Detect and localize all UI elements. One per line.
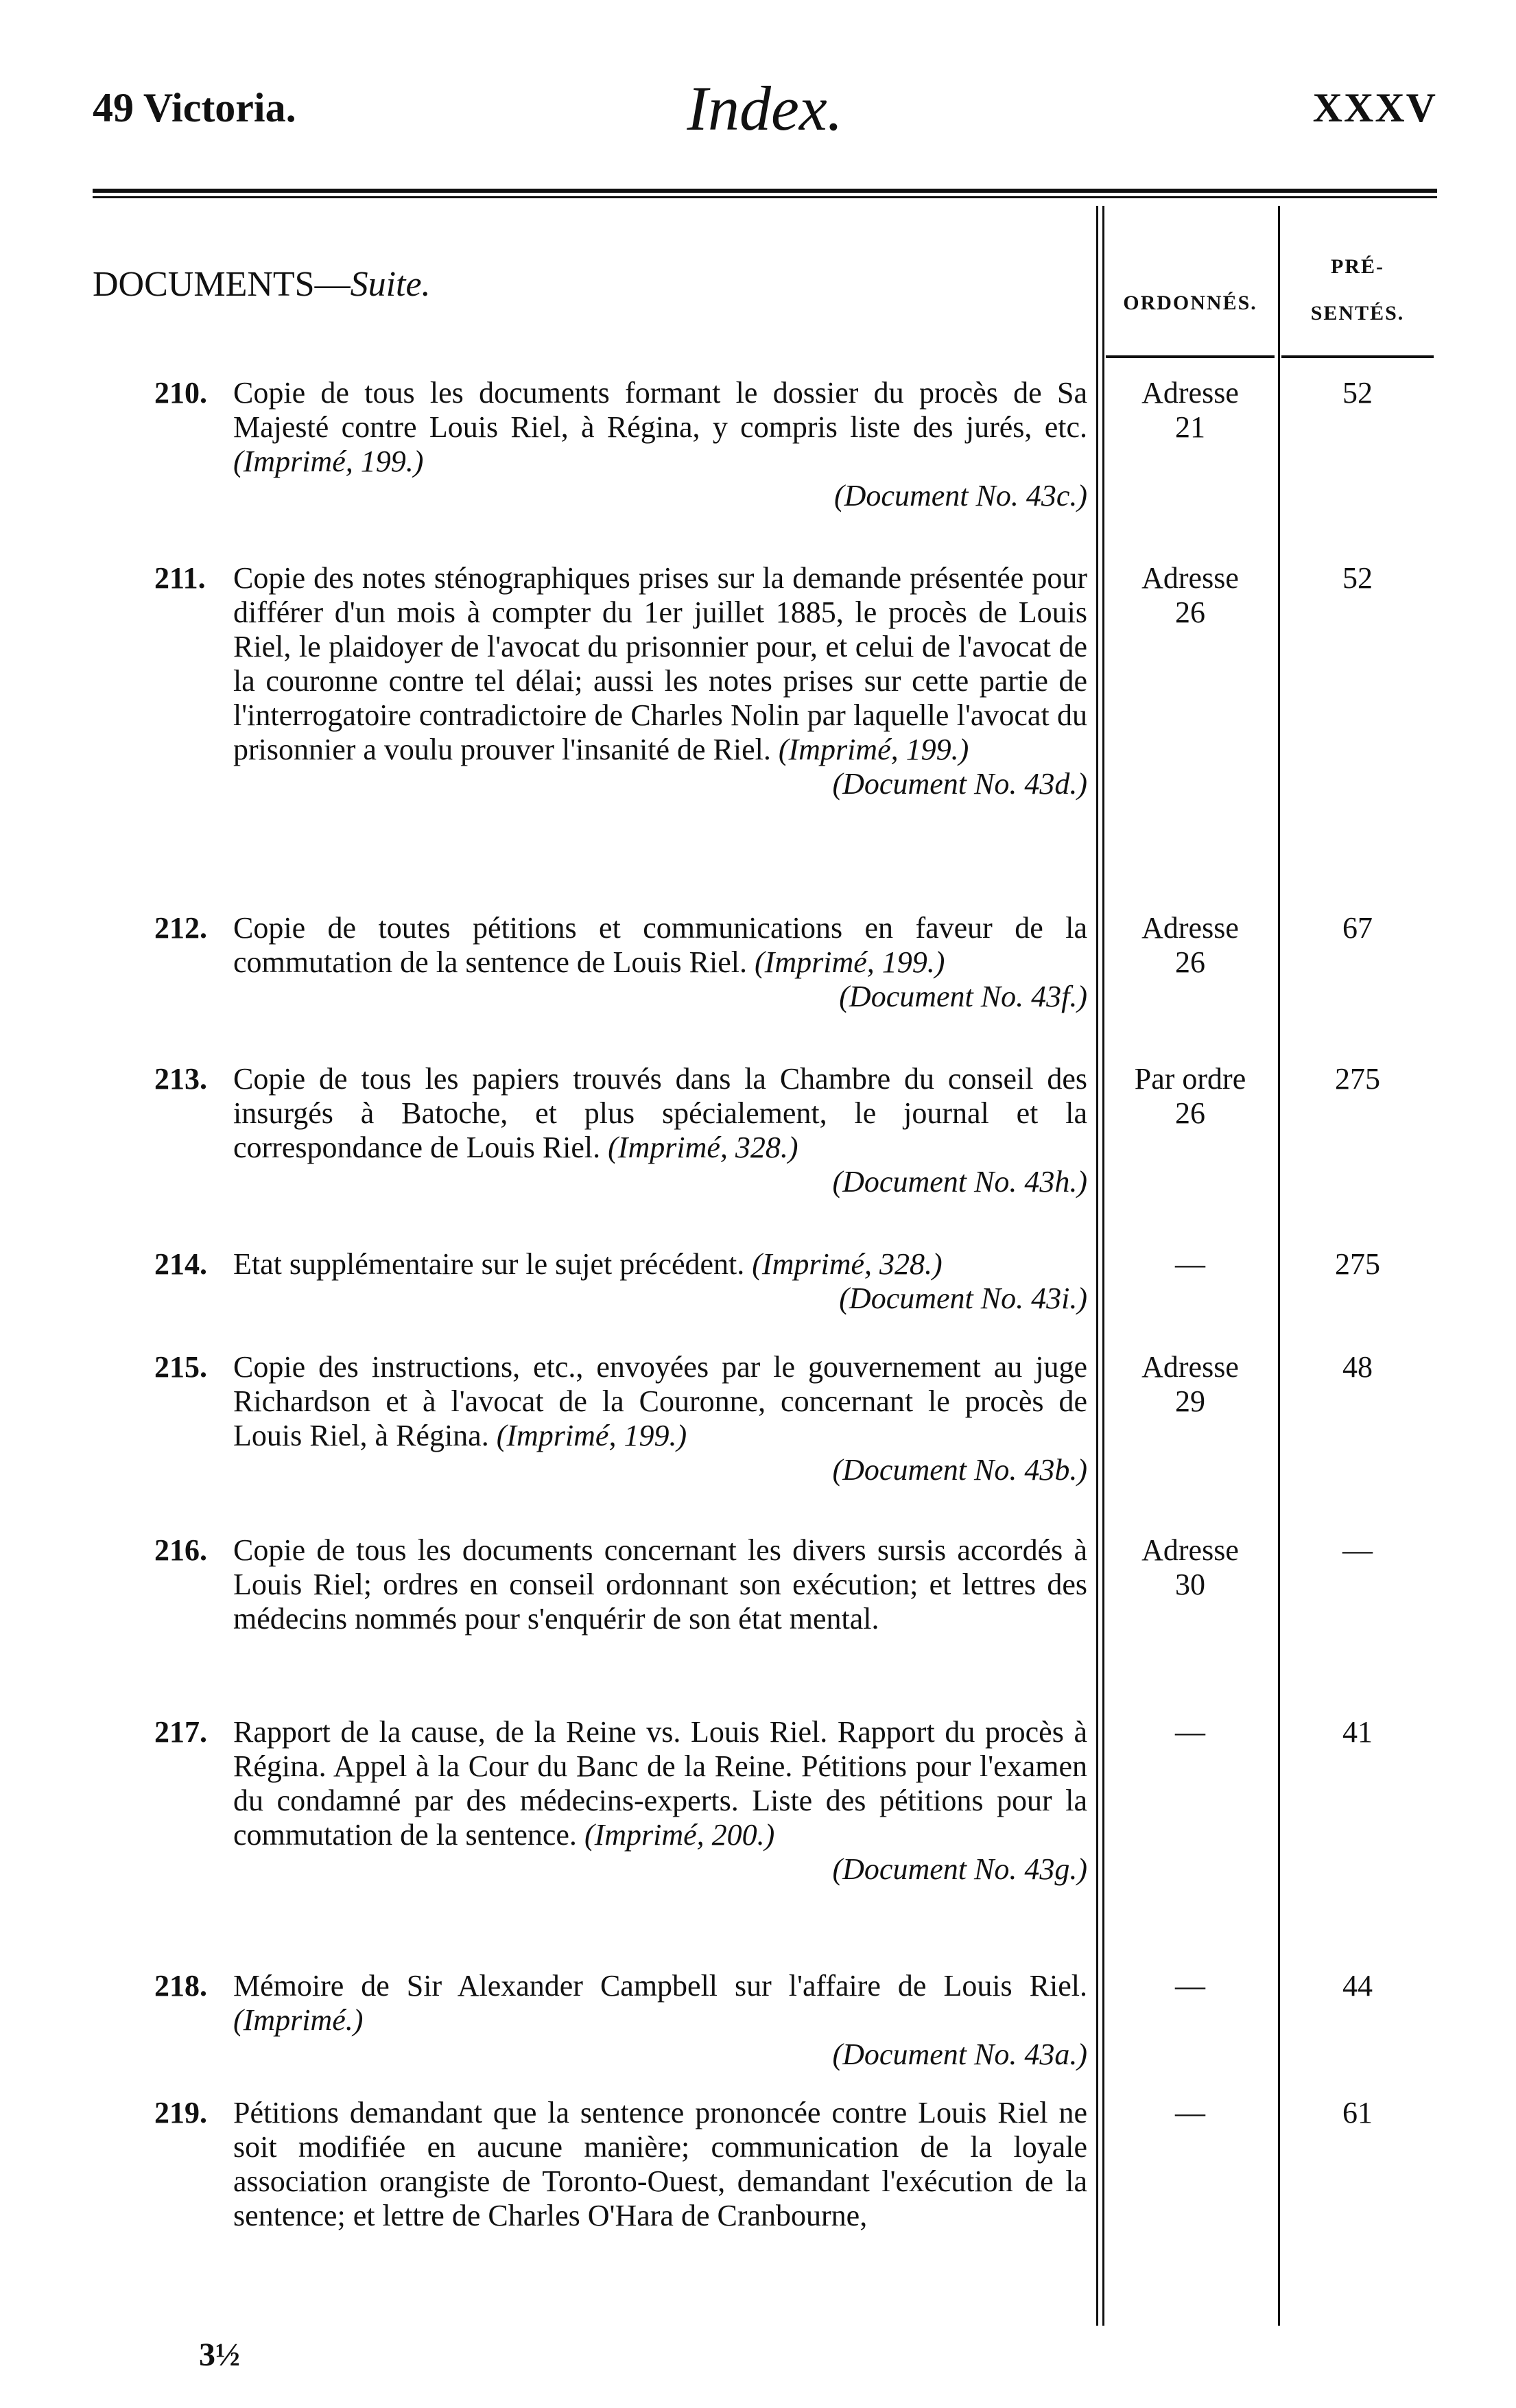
column-header-presentes bbox=[1281, 244, 1434, 337]
entry-text-block bbox=[233, 1969, 1087, 2072]
column-divider bbox=[1278, 206, 1280, 2326]
entry-ordonne: Adresse 26 bbox=[1141, 561, 1239, 629]
entry-ordonne: — bbox=[1175, 1715, 1205, 1749]
entry-number: 215. bbox=[154, 1350, 207, 1384]
entry-number: 212. bbox=[154, 911, 207, 945]
running-head-left: 49 Victoria. bbox=[93, 85, 296, 130]
entry-text: Rapport de la cause, de la Reine vs. Louis Riel. Rapport du procès à Régina. Appel à la Cour du Banc de la Reine. Pétitions pour l'examen du condamné par des médecins-experts. Liste des pétitions pour la commutation de la sentence. bbox=[233, 1715, 1087, 1852]
column-header-ordonnes: ORDONNÉS. bbox=[1123, 292, 1257, 314]
signature-mark: 3½ bbox=[199, 2337, 240, 2373]
entry-ordonne: Adresse 29 bbox=[1141, 1350, 1239, 1418]
header-rule-thin bbox=[93, 196, 1437, 198]
entry-document-ref: (Document No. 43i.) bbox=[839, 1282, 1087, 1315]
column-divider bbox=[1096, 206, 1098, 2326]
entry-text: Copie des instructions, etc., envoyées par le gouvernement au juge Richardson et à l'avocat de la Couronne, concernant le procès de Louis Riel, à Régina. bbox=[233, 1350, 1087, 1452]
column-header-rule bbox=[1281, 355, 1434, 358]
entry-ordonne: — bbox=[1175, 1247, 1205, 1281]
entry-document-ref: (Document No. 43f.) bbox=[839, 980, 1087, 1013]
entry-document-ref: (Document No. 43d.) bbox=[832, 767, 1087, 801]
entry-imprime: (Imprimé, 199.) bbox=[778, 733, 969, 766]
entry-text-block bbox=[233, 2096, 1087, 2233]
entry-text: Copie de tous les papiers trouvés dans la Chambre du conseil des insurgés à Batoche, et plus spécialement, le journal et la correspondance de Louis Riel. bbox=[233, 1062, 1087, 1164]
header-rule-thick bbox=[93, 189, 1437, 193]
entry-presente: 44 bbox=[1342, 1969, 1373, 2003]
entry-text-block bbox=[233, 561, 1087, 801]
entry-text: Mémoire de Sir Alexander Campbell sur l'affaire de Louis Riel. bbox=[233, 1969, 1087, 2003]
entry-document-ref: (Document No. 43h.) bbox=[832, 1165, 1087, 1199]
entry-imprime: (Imprimé, 199.) bbox=[755, 945, 945, 979]
entry-ordonne: — bbox=[1175, 2096, 1205, 2129]
running-head bbox=[93, 72, 1437, 147]
entry-text: Copie des notes sténographiques prises sur la demande présentée pour différer d'un mois à compter du 1er juillet 1885, le procès de Louis Riel, le plaidoyer de l'avocat du prisonnier pour, et celui de l'avocat de la couronne contre tel délai; aussi les notes prises sur cette partie de l'interrogatoire contradictoire de Charles Nolin par laquelle l'avocat du prisonnier a voulu prouver l'insanité de Riel. bbox=[233, 561, 1087, 766]
entry-number: 218. bbox=[154, 1969, 207, 2003]
entry-number: 210. bbox=[154, 376, 207, 410]
column-header-presentes-line2: SENTÉS. bbox=[1310, 302, 1405, 324]
entry-ordonne: — bbox=[1175, 1969, 1205, 2003]
section-title bbox=[93, 264, 431, 305]
entry-number: 217. bbox=[154, 1715, 207, 1749]
entry-presente: 275 bbox=[1335, 1247, 1380, 1281]
entry-number: 214. bbox=[154, 1247, 207, 1281]
entry-imprime: (Imprimé, 200.) bbox=[584, 1818, 775, 1852]
entry-text-block bbox=[233, 1350, 1087, 1487]
column-header-rule bbox=[1106, 355, 1275, 358]
entry-text: Etat supplémentaire sur le sujet précédent. bbox=[233, 1247, 745, 1281]
entry-text: Copie de tous les documents formant le dossier du procès de Sa Majesté contre Louis Riel, à Régina, y compris liste des jurés, etc. bbox=[233, 376, 1087, 444]
entry-presente: 67 bbox=[1342, 911, 1373, 945]
entry-document-ref: (Document No. 43c.) bbox=[833, 479, 1087, 512]
entry-presente: — bbox=[1342, 1533, 1373, 1567]
entry-presente: 41 bbox=[1342, 1715, 1373, 1749]
entry-imprime: (Imprimé, 199.) bbox=[496, 1419, 687, 1452]
entry-presente: 61 bbox=[1342, 2096, 1373, 2129]
entry-number: 213. bbox=[154, 1062, 207, 1096]
entry-document-ref: (Document No. 43g.) bbox=[832, 1852, 1087, 1886]
entry-imprime: (Imprimé, 199.) bbox=[233, 445, 424, 478]
page-number: XXXV bbox=[1312, 85, 1437, 130]
entry-number: 211. bbox=[154, 561, 206, 595]
section-title-main: DOCUMENTS— bbox=[93, 265, 351, 304]
entry-text-block bbox=[233, 1715, 1087, 1887]
running-head-title: Index. bbox=[687, 73, 843, 143]
entry-presente: 48 bbox=[1342, 1350, 1373, 1384]
entry-presente: 52 bbox=[1342, 561, 1373, 595]
entry-text-block bbox=[233, 911, 1087, 1014]
entry-ordonne: Adresse 26 bbox=[1141, 911, 1239, 979]
entry-text: Copie de toutes pétitions et communications en faveur de la commutation de la sentence de Louis Riel. bbox=[233, 911, 1087, 979]
entry-text: Copie de tous les documents concernant les divers sursis accordés à Louis Riel; ordres en conseil ordonnant son exécution; et lettres des médecins nommés pour s'enquérir de son état mental. bbox=[233, 1533, 1087, 1636]
entry-text: Pétitions demandant que la sentence prononcée contre Louis Riel ne soit modifiée en aucune manière; communication de la loyale association orangiste de Toronto-Ouest, demandant l'exécution de la sentence; et lettre de Charles O'Hara de Cranbourne, bbox=[233, 2096, 1087, 2232]
entry-presente: 275 bbox=[1335, 1062, 1380, 1096]
column-divider bbox=[1102, 206, 1104, 2326]
entry-ordonne: Adresse 30 bbox=[1141, 1533, 1239, 1601]
entry-ordonne: Par ordre 26 bbox=[1134, 1062, 1246, 1130]
entry-text-block bbox=[233, 376, 1087, 513]
entry-imprime: (Imprimé, 328.) bbox=[608, 1131, 798, 1164]
section-title-suite: Suite. bbox=[350, 265, 431, 304]
entry-imprime: (Imprimé.) bbox=[233, 2003, 364, 2037]
entry-text-block bbox=[233, 1533, 1087, 1636]
entry-text-block bbox=[233, 1062, 1087, 1199]
entry-ordonne: Adresse 21 bbox=[1141, 376, 1239, 444]
entry-document-ref: (Document No. 43b.) bbox=[832, 1453, 1087, 1487]
entry-number: 219. bbox=[154, 2096, 207, 2129]
entry-presente: 52 bbox=[1342, 376, 1373, 410]
entry-document-ref: (Document No. 43a.) bbox=[832, 2038, 1087, 2071]
entry-number: 216. bbox=[154, 1533, 207, 1567]
entry-text-block bbox=[233, 1247, 1087, 1316]
column-header-presentes-line1: PRÉ- bbox=[1331, 255, 1384, 278]
entry-imprime: (Imprimé, 328.) bbox=[752, 1247, 943, 1281]
